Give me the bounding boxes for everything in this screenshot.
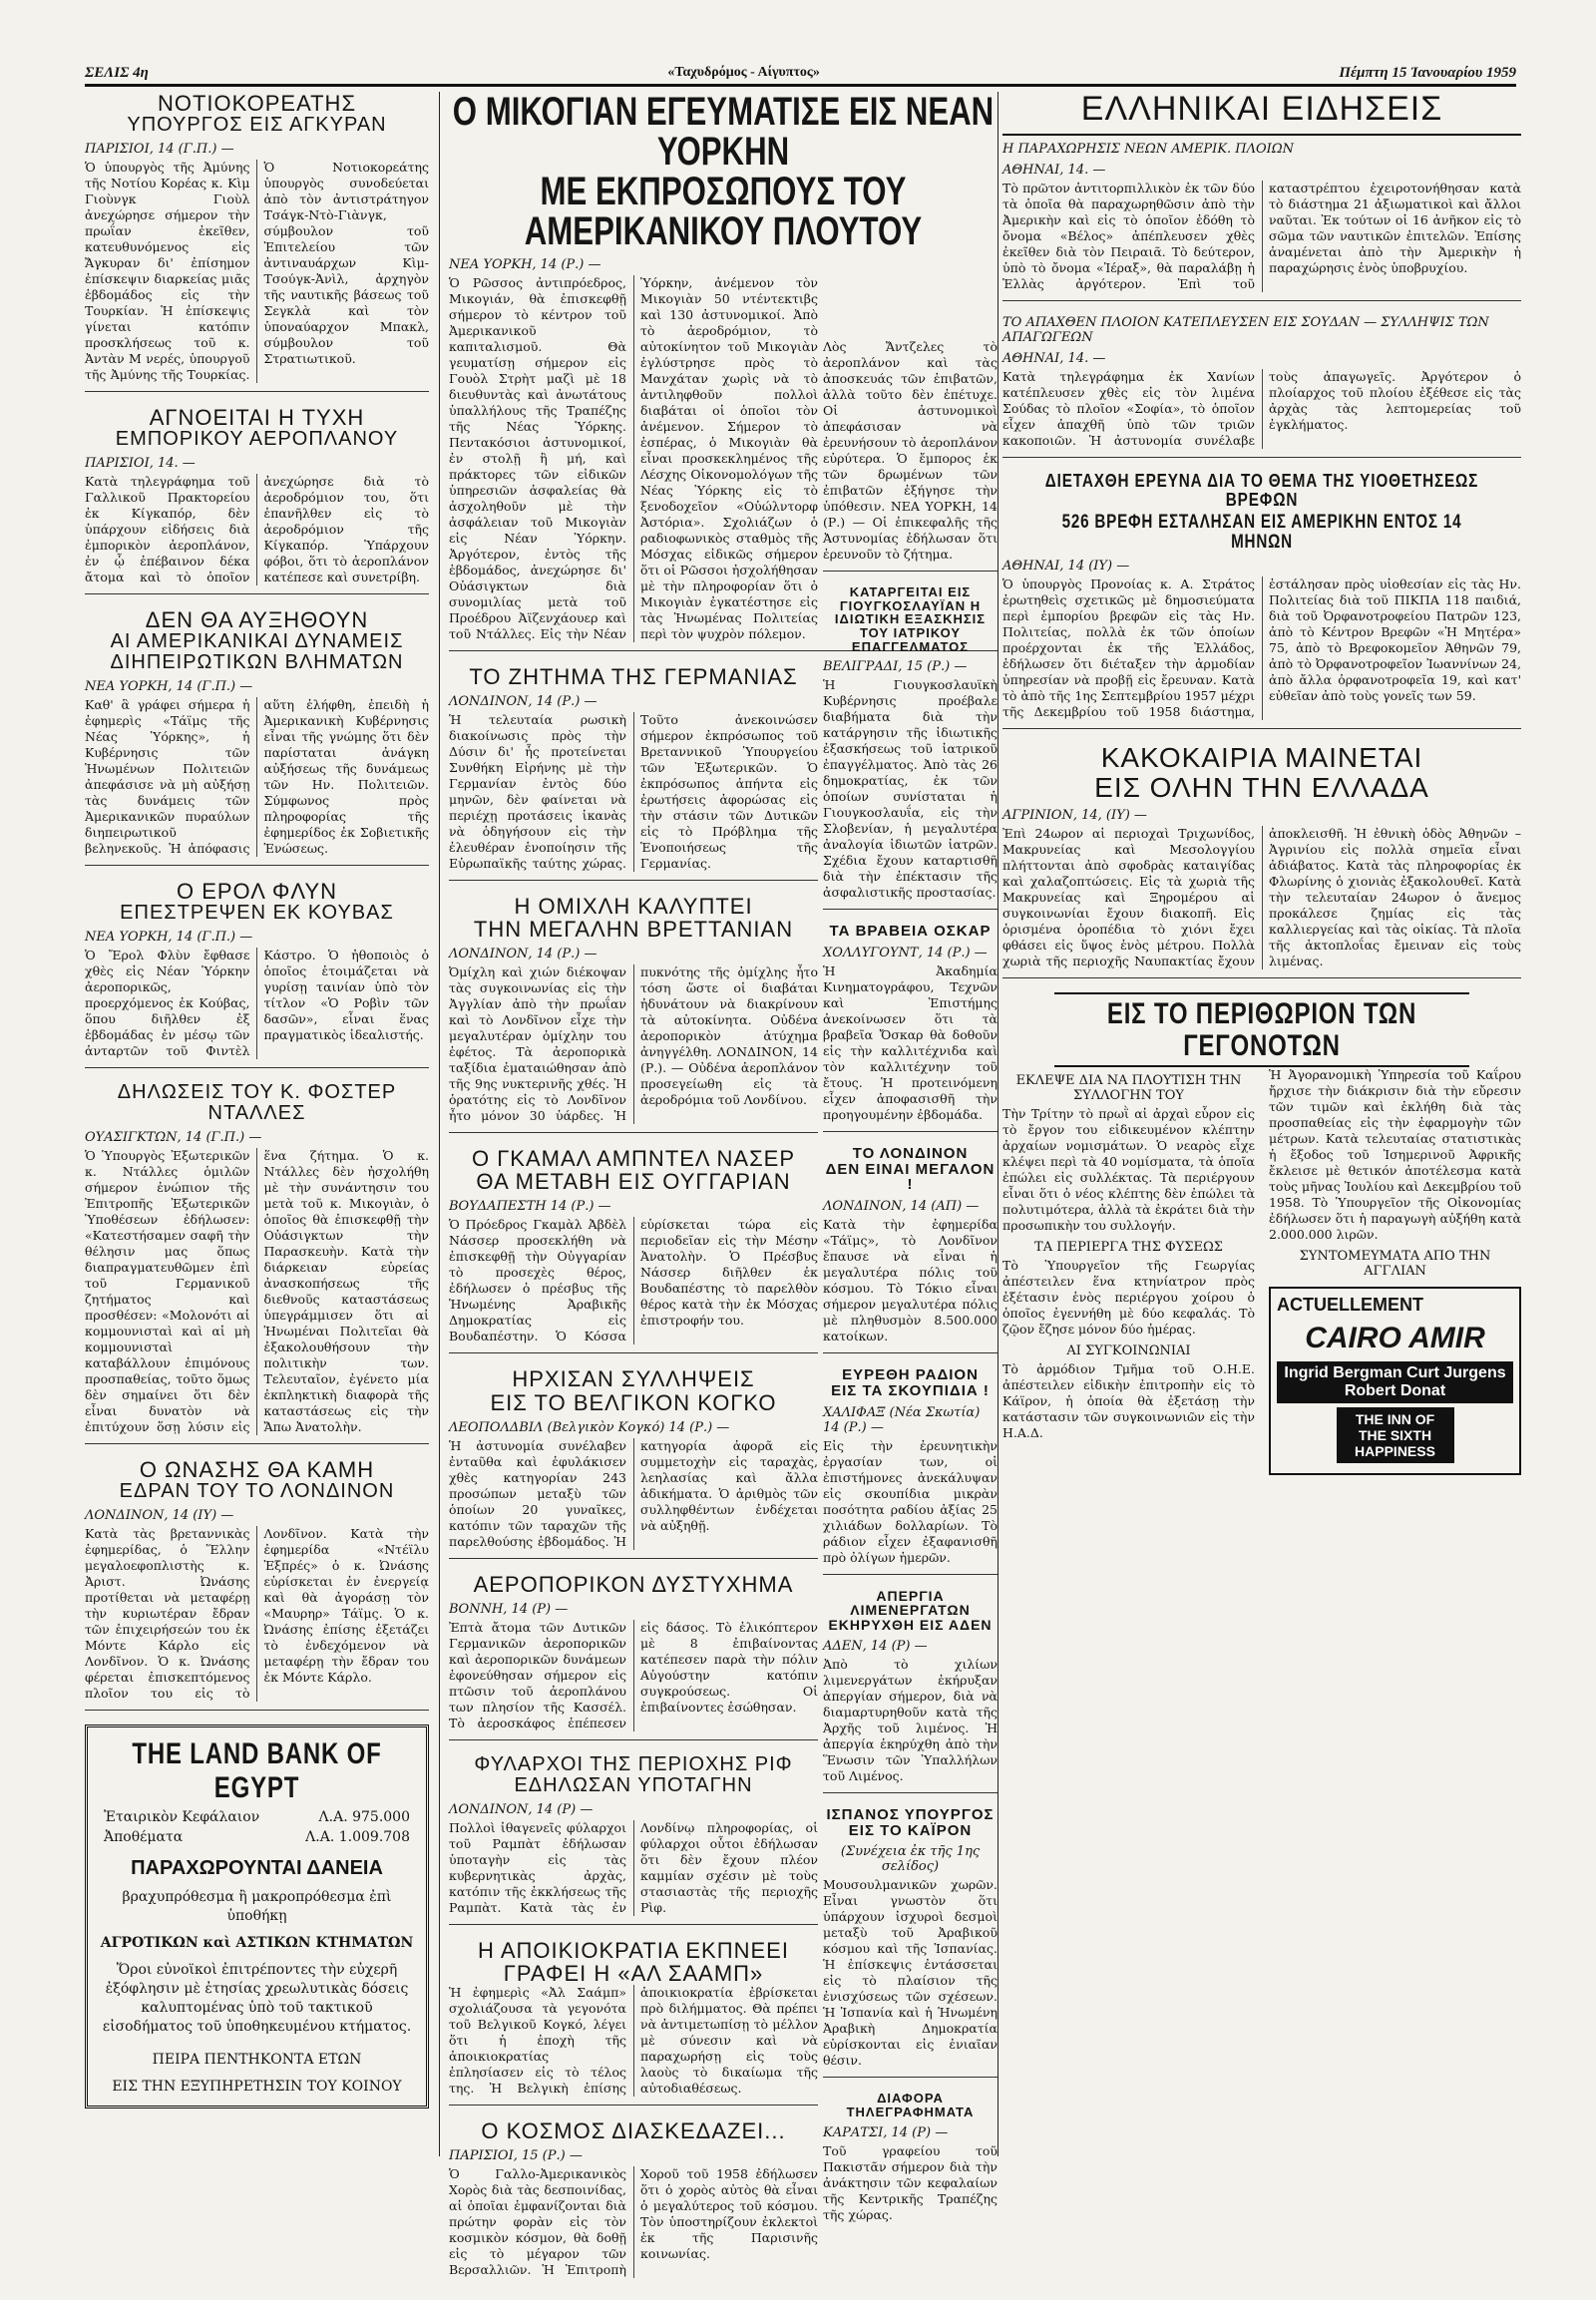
article-body: Ἡ ἐφημερὶς «Ἀλ Σαάμπ» σχολιάζουσα τὰ γεγονότα τοῦ Βελγικοῦ Κογκό, λέγει ὅτι ἡ ἐποχὴ τῆς ἀποικιοκρατίας ἐπλησίασεν εἰς τὸ τέλος της. Ἡ Βελγικὴ ἐπίσης ἀποικιοκρατία ἐβρίσκεται πρὸ διλήμματος. Θὰ πρέπει νὰ ἀντιμετωπίσῃ τὸ μέλλον μὲ σύνεσιν καὶ νὰ παραχωρήσῃ εἰς τοὺς λαοὺς τὸ δικαίωμα τῆς αὐτοδιαθέσεως. (449, 1984, 818, 2096)
column-right (1002, 92, 1521, 1497)
article-onassis (85, 1458, 429, 1711)
article-body: Ἀπὸ τὸ χιλίων λιμενεργάτων ἐκήρυξαν ἀπεργίαν σήμερον, διὰ νὰ διαμαρτυρηθοῦν κατὰ τῆς Ἀρχῆς τοῦ λιμένος. Ἡ ἀπεργία ἐκηρύχθη ἀπὸ τὴν Ἕνωσιν τῶν Ὑπαλλήλων τοῦ Λιμένος. (823, 1656, 998, 1783)
headline: Η ΟΜΙΧΛΗ ΚΑΛΥΠΤΕΙ (514, 894, 753, 920)
article-radium (823, 1367, 998, 1575)
dateline: ΝΕΑ ΥΟΡΚΗ, 14 (Γ.Π.) — (85, 930, 253, 946)
headline: ΑΕΡΟΠΟΡΙΚΟΝ ΔΥΣΤΥΧΗΜΑ (473, 1571, 794, 1597)
margins-columns (1002, 1067, 1521, 1475)
section-title: ΕΛΛΗΝΙΚΑΙ ΕΙΔΗΣΕΙΣ (1002, 92, 1521, 136)
article-body: Κατὰ τηλεγράφημα ἐκ Χανίων κατέπλευσεν χθὲς εἰς τὸν λιμένα Σούδας τὸ πλοῖον «Σοφία», τὸ ὁποῖον εἶχεν ἀπαχθῆ ὑπὸ τῶν τριῶν κακοποιῶν. Ἡ ἀστυνομία συνέλαβε τοὺς ἀπαγωγεῖς. Ἀργότερον ὁ πλοίαρχος τοῦ πλοίου ἐξέθεσε εἰς τὰς ἀρχὰς τὰς λεπτομερείας τοῦ ἐγκλήματος. (1002, 368, 1521, 448)
headline: ΑΙ ΑΜΕΡΙΚΑΝΙΚΑΙ ΔΥΝΑΜΕΙΣ (110, 630, 404, 653)
dateline: ΒΕΛΙΓΡΑΔΙ, 15 (Ρ.) — (823, 659, 968, 675)
headline: ΕΙΣ ΟΛΗΝ ΤΗΝ ΕΛΛΑΔΑ (1094, 771, 1429, 803)
article-nasser (449, 1147, 818, 1353)
headline: ΕΙΣ ΤΟ ΚΑΪΡΟΝ (848, 1821, 973, 1839)
loans-line: ΑΓΡΟΤΙΚΩΝ καὶ ΑΣΤΙΚΩΝ ΚΤΗΜΑΤΩΝ (100, 1935, 414, 1952)
dateline: ΒΟΥΔΑΠΕΣΤΗ 14 (Ρ.) — (449, 1199, 611, 1215)
article-body: Ὁ ὑπουργὸς Προνοίας κ. Α. Στράτος ἐρωτηθεὶς σχετικῶς μὲ δημοσιεύματα περὶ ἐμπορίου βρεφῶν εἰς τὰς Ην. Πολιτείας, πολλὰ ἐκ τῶν ὁποίων προέρχονται ἐκ τῆς Ἑλλάδος, ἐδήλωσεν ὅτι διέταξεν τὴν ἁρμοδίαν ὑπηρεσίαν νὰ προβῇ εἰς ἔρευναν. Κατὰ τὸ ἀπὸ τῆς 1ης Σεπτεμβρίου 1957 μέχρι τῆς Δεκεμβρίου τοῦ 1958 διάστημα, ἐστάλησαν πρὸς υἱοθεσίαν εἰς τὰς Ην. Πολιτείας διὰ τοῦ ΠΙΚΠΑ 118 παιδιά, διὰ τοῦ Ὀρφανοτροφείου Πατρῶν 123, ἀπὸ τὸ Κέντρον Βρεφῶν «Ἡ Μητέρα» 75, ἀπὸ τὸ Βρεφοκομεῖον Ἀθηνῶν 79, ἀπὸ τὸ Ὀρφανοτροφεῖον Ἰωαννίνων 24, ἀπὸ ἄλλα ὀρφανοτροφεῖα 19, καὶ κατ' εὐθεῖαν ἀπὸ τοὺς γονεῖς των 59. (1002, 576, 1521, 720)
headline: ΝΟΤΙΟΚΟΡΕΑΤΗΣ (157, 91, 357, 116)
cinema-logo: CAIRO AMIR (1305, 1322, 1485, 1355)
article-continued (823, 339, 998, 572)
column-rule (439, 92, 440, 2156)
article-body: Ὁ Πρόεδρος Γκαμὰλ Ἀβδὲλ Νάσσερ προσεκλήθη νὰ ἐπισκεφθῇ τὴν Οὐγγαρίαν τὸ προσεχὲς θέρος, ἐδήλωσεν ὁ πρέσβυς τῆς Ἡνωμένης Ἀραβικῆς Δημοκρατίας εἰς Βουδαπέστην. Ὁ Κόσσα εὑρίσκεται τώρα εἰς περιοδεῖαν εἰς τὴν Μέσην Ἀνατολὴν. Ὁ Πρέσβυς Νάσσερ διῆλθεν ἐκ Βουδαπέστης τὸ παρελθὸν θέρος κατὰ τὴν ἐκ Μόσχας ἐπιστροφήν του. (449, 1217, 818, 1344)
article-london-size (823, 1146, 998, 1353)
article-body: Ὁ Ὑπουργὸς Ἐξωτερικῶν κ. Ντάλλες ὁμιλῶν σήμερον ἐνώπιον τῆς Ἐπιτροπῆς Ἐξωτερικῶν Ὑποθέσεων ἐδήλωσεν: «Κατεστήσαμεν σαφῆ τὴν θέλησιν μας ὅπως διαπραγματευθῶμεν ἐπὶ τοῦ Γερμανικοῦ ζητήματος καὶ προσθέσεν: «Μολονότι αἱ κομμουνισταὶ καὶ αἱ μὴ κομμουνισταὶ καταβάλλουν ἐπιμόνους προσπαθείας, τοῦτο ὅμως δὲν σημαίνει ὅτι δὲν εἶναι δυνατὸν νὰ ἐπιτύχουν ὅσῃ λύσιν εἰς ἕνα ζήτημα. Ὁ κ. Ντάλλες δὲν ἠσχολήθη μὲ τὴν συνάντησιν του μετὰ τοῦ κ. Μικογιὰν, ὁ ὁποῖος θὰ ἐπισκεφθῇ τὴν Οὐάσιγκτων τὴν Παρασκευὴν. Κατὰ τὴν διάρκειαν εὐρείας ἀνασκοπήσεως τῆς διεθνοῦς καταστάσεως ὑπεγράμμισεν ὅτι αἱ Ἡνωμέναι Πολιτεῖαι θὰ ἐξακολουθήσουν τὴν πολιτικὴν των. Τελευταῖον, ἐγένετο μία ἐκπληκτικὴ διαφορὰ τῆς καταστάσεως εἰς τὴν Ἄπω Ἀνατολὴν. (85, 1148, 429, 1435)
article-body: Ὁ Ρῶσσος ἀντιπρόεδρος, Μικογιάν, θὰ ἐπισκεφθῇ σήμερον τὸ κέντρον τοῦ Ἀμερικανικοῦ καπιταλισμοῦ. Θὰ γευματίσῃ σήμερον εἰς Γουὸλ Στρὴτ μαζὶ μὲ 18 διευθυντὰς καὶ ἀνωτάτους ὑπαλλήλους τῆς Τραπέζης τῆς Νέας Ὑόρκης. Πεντακόσιοι ἀστυνομικοί, ἐν στολῇ ἢ μή, καὶ πράκτορες τῶν εἰδικῶν ὑπηρεσιῶν ἀσφαλείας θὰ ἀσχοληθοῦν μὲ τὴν ἀσφάλειαν τοῦ Μικογιὰν εἰς Νέαν Ὑόρκην. Ἀργότερον, ἐντὸς τῆς ἑβδομάδος, ἀνεχώρησε δι' Οὐάσιγκτων διὰ συνομιλίας μετὰ τοῦ Προέδρου Ἀϊζενχάουερ καὶ τοῦ Ντάλλες. Εἰς τὴν Νέαν Ὑόρκην, ἀνέμενον τὸν Μικογιὰν 50 ντέντεκτιβς καὶ 130 ἀστυνομικοί. Ἀπὸ τὸ ἀεροδρόμιον, τὸ αὐτοκίνητον τοῦ Μικογιὰν ἐγλύστρησε πρὸς τὸ Μανχάταν χωρὶς νὰ τὸ ἀντιληφθοῦν πολλοὶ διαβάται οἱ ὁποῖοι τὸν ἀνέμενον. Σήμερον τὸ ἑσπέρας, ὁ Μικογιὰν θὰ εἶναι προσκεκλημένος τῆς Λέσχης Οἰκονομολόγων τῆς Νέας Ὑόρκης εἰς τὸ ξενοδοχεῖον «Οὐώλντορφ Ἀστόρια». Σχολιάζων ὁ ραδιοφωνικὸς σταθμὸς τῆς Μόσχας εἰδικῶς σήμερον ὅτι οἱ Ρῶσσοι ἠσχολήθησαν μὲ τὴν πληροφορίαν ὅτι ὁ Μικογιὰν ἐγκατέστησε εἰς τὰς Ἡνωμένας Πολιτείας περὶ τὸν ψυχρὸν πόλεμον. (449, 275, 818, 641)
dateline: ΛΟΝΔΙΝΟΝ, 14 (Ρ.) — (449, 694, 598, 710)
dateline: ΝΕΑ ΥΟΡΚΗ, 14 (Ρ.) — (449, 257, 601, 272)
dateline: ΑΘΗΝΑΙ, 14. — (1002, 350, 1106, 366)
article-telegrams (823, 2092, 998, 2230)
dateline: ΑΓΡΙΝΙΟΝ, 14, (ΙΥ) — (1002, 808, 1147, 824)
article-body: Τὸ πρῶτον ἀντιτορπιλλικὸν ἐκ τῶν δύο τὰ ὁποῖα θὰ παραχωρηθῶσιν ἀπὸ τὴν Ἀμερικὴν καὶ εἰς τὸ ὁποῖον ἐδόθη τὸ ὄνομα «Βέλος» ἀπέπλευσεν χθὲς ἐκεῖθεν διὰ τὸν Πειραιᾶ. Τὸ δεύτερον, ὑπὸ τὸ ὄνομα «Ἰέραξ», θὰ παραλάβῃ ἡ Ἑλλὰς ἀργότερον. Ἐπὶ τοῦ καταστρέπτου ἐχειροτονήθησαν κατὰ τὸ διάστημα 21 ἀξιωματικοὶ καὶ ἄλλοι ναῦται. Ἐκ τούτων οἱ 16 ἀνῆκον εἰς τὸ σῶμα τῶν ναυτικῶν ἐπιτελῶν. Ἐπίσης ἀναμένεται ἀπὸ τὴν Ἀμερικὴν ἡ παραχώρησις ἑνὸς ὑποβρυχίου. (1002, 180, 1521, 291)
headline: ΔΙΕΤΑΧΘΗ ΕΡΕΥΝΑ ΔΙΑ ΤΟ ΘΕΜΑ ΤΗΣ ΥΙΟΘΕΤΗΣΕΩΣ ΒΡΕΦΩΝ (1044, 470, 1479, 510)
film-stars: Ingrid Bergman Curt Jurgens Robert Donat (1277, 1361, 1513, 1403)
headline: ΤΟ ΛΟΝΔΙΝΟΝ (852, 1144, 969, 1162)
article-body: Ὁ ὑπουργὸς τῆς Ἀμύνης τῆς Νοτίου Κορέας κ. Κὶμ Γιοὺνγκ Γιοὺλ ἀνεχώρησε σήμερον τὴν πρωΐαν ἐκεῖθεν, κατευθυνόμενος εἰς Ἄγκυραν δι' ἐπίσημον ἐπίσκεψιν διαρκείας μιᾶς ἑβδομάδος εἰς τὴν Τουρκίαν. Ἡ ἐπίσκεψις γίνεται κατόπιν προσκλήσεως τοῦ κ. Ἀντὰν Μ νερές, ὑπουργοῦ τῆς Ἀμύνης τῆς Τουρκίας. Ὁ Νοτιοκορεάτης ὑπουργὸς συνοδεύεται ἀπὸ τὸν ἀντιστράτηγον Τσάγκ-Ντὸ-Γιὰνγκ, σύμβουλον τοῦ Ἐπιτελείου τῶν ἀντιναυάρχων Κὶμ-Τσούγκ-Ἀνὶλ, ἀρχηγὸν τῆς ναυτικῆς βάσεως τοῦ Σεγκλὰ καὶ τὸν ὑποναύαρχον Μπακλ, σύμβουλον τοῦ Στρατιωτικοῦ. (85, 160, 429, 383)
article-body: Κατὰ τηλεγράφημα τοῦ Γαλλικοῦ Πρακτορείου ἐκ Κίγκαπόρ, δὲν ὑπάρχουν εἰδήσεις διὰ ἐμπορικὸν ἀεροπλάνον, ἐν ᾧ ἐπέβαινον δέκα ἄτομα καὶ τὸ ὁποῖον ἀνεχώρησε διὰ τὸ ἀεροδρόμιον του, ὅτι ἐπανῆλθεν εἰς τὸ ἀεροδρόμιον τῆς Κίγκαπόρ. Ὑπάρχουν φόβοι, ὅτι τὸ ἀεροπλάνον κατέπεσε καὶ συνετρίβη. (85, 474, 429, 585)
dateline: ΠΑΡΙΣΙΟΙ, 15 (Ρ.) — (449, 2148, 583, 2164)
main-headline: Ο ΜΙΚΟΓΙΑΝ ΕΓΕΥΜΑΤΙΣΕ ΕΙΣ ΝΕΑΝ ΥΟΡΚΗΝ (452, 90, 995, 174)
article-air-accident (449, 1573, 818, 1740)
subheadline: ΑΙ ΣΥΓΚΟΙΝΩΝΙΑΙ (1066, 1343, 1191, 1359)
article-hijacked-ship (1002, 315, 1521, 458)
capital-label: Ἐταιρικὸν Κεφάλαιον (104, 1809, 260, 1826)
article-body: Τὸ Ὑπουργεῖον τῆς Γεωργίας ἀπέστειλεν ἕνα κτηνίατρον πρὸς ἐξέτασιν ἑνὸς περιέργου χοίρου ὁ ὁποῖος ἐγεννήθη μὲ δύο κεφαλάς. Τὸ ζῷον ἔζησε μόνον δύο ἡμέρας. (1002, 1258, 1255, 1338)
capital-row (104, 1809, 410, 1825)
dateline: ΛΕΟΠΟΛΔΒΙΛ (Βελγικὸν Κογκό) 14 (Ρ.) — (449, 1419, 730, 1435)
headline: ΕΠΕΣΤΡΕΨΕΝ ΕΚ ΚΟΥΒΑΣ (120, 902, 394, 925)
headline: ΓΡΑΦΕΙ Η «ΑΛ ΣΑΑΜΠ» (503, 1960, 764, 1986)
headline: ΙΣΠΑΝΟΣ ΥΠΟΥΡΓΟΣ (826, 1805, 995, 1823)
article-body: Πολλοὶ ἰθαγενεῖς φύλαρχοι τοῦ Ραμπὰτ ἐδήλωσαν ὑποταγὴν εἰς τὰς κυβερνητικὰς ἀρχὰς, κατόπιν τῆς ἐκκλήσεως τῆς Ραμπὰτ. Κατὰ τὰς ἐν Λονδίνῳ πληροφορίας, οἱ φύλαρχοι οὗτοι ἐδήλωσαν ὅτι δὲν ἔχουν πλέον καμμίαν σχέσιν μὲ τοὺς στασιαστὰς τῆς περιοχῆς Ρὶφ. (449, 1819, 818, 1915)
article-body: Ἐπὶ 24ωρον αἱ περιοχαὶ Τριχωνίδος, Μακρυνείας καὶ Μεσολογγίου πλήττονται ἀπὸ σφοδρὰς καταιγίδας καὶ χαλαζοπτώσεις. Εἰς τὰ χωριὰ τῆς Μακρυνείας καὶ Ξηρομέρου αἱ συγκοινωνίαι ἔχουν διακοπῆ. Εἰς ὁρισμένα ὀροπέδια τὸ χιόνι ἔχει φθάσει εἰς ὕψος ἑνὸς μέτρου. Πολλὰ χωριὰ τῆς περιοχῆς Ναυπακτίας ἔχουν ἀποκλεισθῆ. Ἡ ἐθνικὴ ὁδὸς Ἀθηνῶν – Ἀγρινίου εἰς πολλὰ σημεῖα εἶναι ἀδιάβατος. Κατὰ τὰς πληροφορίας ἐκ Φλωρίνης ὁ χιονιὰς ἐξακολουθεῖ. Κατὰ τὴν τελευταίαν 24ωρον ὁ ἄνεμος προκάλεσε ζημίας εἰς τὰς καλλιεργείας καὶ τὰς οἰκίας. Τὰ πλοῖα τῆς ἀκτοπλοΐας ἔμειναν εἰς τοὺς λιμένας. (1002, 826, 1521, 969)
dateline: ΛΟΝΔΙΝΟΝ, 14 (ΑΠ) — (823, 1199, 980, 1215)
column-left (85, 92, 429, 2108)
article-yugoslavia (823, 585, 998, 910)
capital-value: Λ.Α. 975.000 (318, 1809, 410, 1826)
headline: ΚΑΚΟΚΑΙΡΙΑ ΜΑΙΝΕΤΑΙ (1100, 742, 1423, 774)
headline: Ο ΚΟΣΜΟΣ ΔΙΑΣΚΕΔΑΖΕΙ... (481, 2117, 786, 2143)
headline: Η ΑΠΟΙΚΙΟΚΡΑΤΙΑ ΕΚΠΝΕΕΙ (478, 1937, 789, 1963)
reserve-row (104, 1829, 410, 1845)
article-congo (449, 1367, 818, 1558)
article-body: Ἐπτὰ ἄτομα τῶν Δυτικῶν Γερμανικῶν ἀεροπορικῶν καὶ ἀεροπορικῶν δυνάμεων ἐφονεύθησαν σήμερον εἰς πτῶσιν τοῦ ἀεροπλάνου των πλησίον τῆς Κασσέλ. Τὸ ἀεροσκάφος ἐπέπεσεν εἰς δάσος. Τὸ ἐλικόπτερον μὲ 8 ἐπιβαίνοντας κατέπεσεν παρὰ τὴν πόλιν Αὐγούστην κατόπιν συγκρούσεως. Οἱ ἐπιβαίνοντες ἐσώθησαν. (449, 1619, 818, 1730)
article-body: Ἡ Ἀκαδημία Κινηματογράφου, Τεχνῶν καὶ Ἐπιστήμης ἀνεκοίνωσεν ὅτι τὰ βραβεῖα Ὄσκαρ θὰ δοθοῦν εἰς τὴν καλλιτέχνιδα καὶ τὸν καλλιτέχνην τοῦ ἔτους. Ἡ προτεινόμενη εἶχεν ἀποφασισθῆ τὴν προηγουμένην ἐβδομάδα. (823, 962, 998, 1122)
article-body: Κατὰ τὴν ἐφημερίδα «Τάϊμς», τὸ Λονδῖνον ἔπαυσε νὰ εἶναι ἡ μεγαλυτέρα πόλις τοῦ κόσμου. Τὸ Τόκιο εἶναι σήμερον μεγαλυτέρα πόλις μὲ πληθυσμὸν 8.500.000 κατοίκων. (823, 1217, 998, 1344)
subheadline: ΕΚΛΕΨΕ ΔΙΑ ΝΑ ΠΛΟΥΤΙΣΗ ΤΗΝ ΣΥΛΛΟΓΗΝ ΤΟΥ (1015, 1073, 1242, 1104)
article-us-ships (1002, 142, 1521, 301)
bank-name: THE LAND BANK OF EGYPT (132, 1737, 382, 1805)
article-oscar (823, 924, 998, 1132)
article-body: Τὴν Τρίτην τὸ πρωῒ αἱ ἀρχαὶ εὗρον εἰς τὸ ἔργον του εἰδικευμένον κλέπτην ἀρχαίων νομισμάτων. Ὁ νεαρὸς εἶχε κλέψει περὶ τὰ 40 νομίσματα, τὰ ὁποῖα ἐπώλει εἰς συλλέκτας. Τὰ περιέργουν εἶναι ὅτι ὁ νέος κλέπτης δὲν ἐπώλει τὰ πολυτιμότερα, ἀλλὰ τὰ ἐκράτει διὰ τὴν προσωπικὴν του συλλογήν. (1002, 1106, 1255, 1234)
reserve-label: Ἀποθέματα (104, 1829, 184, 1846)
article-ball (449, 2119, 818, 2286)
headline: ΔΕΝ ΘΑ ΑΥΞΗΘΟΥΝ (145, 607, 369, 633)
column-center-narrow (823, 339, 998, 2245)
loans-title: ΠΑΡΑΧΩΡΟΥΝΤΑΙ ΔΑΝΕΙΑ (131, 1857, 383, 1880)
headline: ΔΕΝ ΕΙΝΑΙ ΜΕΓΑΛΟΝ ! (825, 1160, 996, 1194)
article-colonialism (449, 1939, 818, 2106)
reserve-value: Λ.Α. 1.009.708 (305, 1829, 410, 1846)
headline: ΘΑ ΜΕΤΑΒΗ ΕΙΣ ΟΥΓΓΑΡΙΑΝ (476, 1169, 791, 1195)
article-margins (1002, 992, 1521, 1483)
article-body: Λὸς Ἄντζελες τὸ ἀεροπλάνον καὶ τὰς ἀποσκευάς τῶν ἐπιβατῶν, ἀλλὰ τοῦτο δὲν ἐπέτυχε. Οἱ ἀστυνομικοὶ ἀπεφάσισαν νὰ ἐρευνήσουν τὸ ἀεροπλάνον εὐρύτερα. Ὁ ἔμπορος ἐκ τῶν δρωμένων τῶν ἐπιβατῶν ἐξήγησε τὴν ὑπόθεσιν. ΝΕΑ ΥΟΡΚΗ, 14 (Ρ.) — Οἱ ἐπικεφαλῆς τῆς Ἀστυνομίας ἐδήλωσαν ὅτι ἐρευνοῦν τὸ ζήτημα. (823, 339, 998, 562)
headline: ΤΑ ΒΡΑΒΕΙΑ ΟΣΚΑΡ (829, 923, 992, 941)
headline: ΕΙΣ ΤΑ ΣΚΟΥΠΙΔΙΑ ! (831, 1381, 990, 1399)
article-fog (449, 895, 818, 1133)
headline: Η ΠΑΡΑΧΩΡΗΣΙΣ ΝΕΩΝ ΑΜΕΡΙΚ. ΠΛΟΙΩΝ (1002, 141, 1294, 157)
dateline: ΝΕΑ ΥΟΡΚΗ, 14 (Γ.Π.) — (85, 679, 253, 695)
article-body: Τὸ ἁρμόδιον Τμῆμα τοῦ Ο.Η.Ε. ἀπέστειλεν εἰδικὴν ἐπιτροπὴν εἰς τὸ Κάϊρον, ἡ ὁποία θὰ ἐξετάσῃ τὴν κατάστασιν τῶν συγκοινωνιῶν εἰς τὴν Η.Α.Δ. (1002, 1361, 1255, 1441)
dateline: ΑΘΗΝΑΙ, 14. — (1002, 162, 1106, 178)
main-headline: ΜΕ ΕΚΠΡΟΣΩΠΟΥΣ ΤΟΥ ΑΜΕΡΙΚΑΝΙΚΟΥ ΠΛΟΥΤΟΥ (524, 170, 923, 253)
film-title: THE INN OF THE SIXTH HAPPINESS (1337, 1407, 1454, 1463)
headline: ΕΙΣ ΤΟ ΠΕΡΙΘΩΡΙΟΝ ΤΩΝ ΓΕΓΟΝΟΤΩΝ (1054, 992, 1469, 1067)
dateline: ΛΟΝΔΙΝΟΝ, 14 (ΙΥ) — (85, 1508, 234, 1524)
margins-right (1269, 1067, 1521, 1475)
dateline: ΠΑΡΙΣΙΟΙ, 14. — (85, 456, 196, 472)
headline: ΦΥΛΑΡΧΟΙ ΤΗΣ ΠΕΡΙΟΧΗΣ ΡΙΦ (474, 1752, 793, 1775)
loans-line: βραχυπρόθεσμα ἢ μακροπρόθεσμα ἐπὶ ὑποθήκῃ (122, 1889, 392, 1925)
article-body: Μουσουλμανικῶν χωρῶν. Εἶναι γνωστὸν ὅτι ὑπάρχουν ἰσχυροὶ δεσμοὶ μεταξὺ τοῦ Ἀραβικοῦ κόσμου καὶ τῆς Ἱσπανίας. Ἡ ἐπίσκεψις ἐντάσσεται εἰς τὸ πλαίσιον τῆς ἐνισχύσεως τῶν σχέσεων. Ἡ Ἱσπανία καὶ ἡ Ἡνωμένη Ἀραβικὴ Δημοκρατία εὑρίσκονται εἰς ἐνιαῖαν θέσιν. (823, 1877, 998, 2069)
article-body: Ὁ Ἔρολ Φλὺν ἔφθασε χθὲς εἰς Νέαν Ὑόρκην ἀεροπορικῶς, προερχόμενος ἐκ Κούβας, ὅπου διῆλθεν ἐξ ἑβδομάδας ἐν μέσῳ τῶν ἀνταρτῶν τοῦ Φιντὲλ Κάστρο. Ὁ ἠθοποιὸς ὁ ὁποῖος ἑτοιμάζεται νὰ γυρίσῃ ταινίαν ὑπὸ τὸν τίτλον «Ὁ Ροβὶν τῶν δασῶν», εἶναι ἕνας πραγματικὸς ἰδεαλιστής. (85, 948, 429, 1059)
dateline: ΒΟΝΝΗ, 14 (Ρ) — (449, 1601, 569, 1617)
dateline: ΠΑΡΙΣΙΟΙ, 14 (Γ.Π.) — (85, 142, 234, 158)
article-body: Τοῦ γραφείου τοῦ Πακιστᾶν σήμερον διὰ τὴν ἀνάκτησιν τῶν κεφαλαίων τῆς Κεντρικῆς Τραπέζης τῆς χώρας. (823, 2142, 998, 2222)
article-missiles (85, 608, 429, 866)
headline: ΗΡΧΙΣΑΝ ΣΥΛΛΗΨΕΙΣ (512, 1366, 755, 1392)
dateline: ΑΔΕΝ, 14 (Ρ) — (823, 1638, 928, 1654)
dateline: ΧΑΛΙΦΑΞ (Νέα Σκωτία) 14 (Ρ.) — (823, 1404, 981, 1435)
dateline: ΛΟΝΔΙΝΟΝ, 14 (Ρ.) — (449, 947, 598, 962)
headline: ΕΔΡΑΝ ΤΟΥ ΤΟ ΛΟΝΔΙΝΟΝ (119, 1480, 395, 1503)
headline: Ο ΕΡΟΛ ΦΛΥΝ (176, 879, 338, 905)
headline: ΕΜΠΟΡΙΚΟΥ ΑΕΡΟΠΛΑΝΟΥ (115, 428, 399, 451)
loan-terms: Ὅροι εὐνοϊκοὶ ἐπιτρέποντες τὴν εὐχερῆ ἐξόφλησιν μὲ ἐτησίας χρεωλυτικὰς δόσεις καλυπτομένας ὑπὸ τοῦ τακτικοῦ εἰσοδήματος τοῦ ὑποθηκευμένου κτήματος. (102, 1962, 412, 2035)
article-korea-minister (85, 92, 429, 392)
headline: ΤΟ ΖΗΤΗΜΑ ΤΗΣ ΓΕΡΜΑΝΙΑΣ (469, 664, 798, 689)
headline: ΕΔΗΛΩΣΑΝ ΥΠΟΤΑΓΗΝ (514, 1773, 753, 1796)
article-body: Ὁ Γαλλο-Ἀμερικανικὸς Χορὸς διὰ τὰς δεσποινίδας, αἱ ὁποῖαι ἐμφανίζονται διὰ πρώτην φορὰν εἰς τὸν κοσμικὸν κόσμον, θὰ δοθῇ εἰς τὸ μέγαρον τῶν Βερσαλλιῶν. Ἡ Ἐπιτροπὴ Χοροῦ τοῦ 1958 ἐδήλωσεν ὅτι ὁ χορὸς αὐτὸς θὰ εἶναι ὁ μεγαλύτερος τοῦ κόσμου. Τὸν ὑποστηρίζουν ἐκλεκτοὶ ἐκ τῆς Παρισινῆς κοινωνίας. (449, 2166, 818, 2278)
subheadline: ΣΥΝΤΟΜΕΥΜΑΤΑ ΑΠΟ ΤΗΝ ΑΓΓΛΙΑΝ (1299, 1249, 1491, 1280)
headline: ΤΗΝ ΜΕΓΑΛΗΝ ΒΡΕΤΤΑΝΙΑΝ (473, 917, 794, 943)
article-dulles (85, 1082, 429, 1444)
headline: ΑΓΝΟΕΙΤΑΙ Η ΤΥΧΗ (149, 405, 365, 431)
headline: 526 ΒΡΕΦΗ ΕΣΤΑΛΗΣΑΝ ΕΙΣ ΑΜΕΡΙΚΗΝ ΕΝΤΟΣ 14 ΜΗΝΩΝ (1061, 512, 1462, 554)
ad-footer: ΕΙΣ ΤΗΝ ΕΞΥΠΗΡΕΤΗΣΙΝ ΤΟΥ ΚΟΙΝΟΥ (112, 2078, 402, 2095)
headline: ΚΑΤΑΡΓΕΙΤΑΙ ΕΙΣ ΓΙΟΥΓΚΟΣΛΑΥΪΑΝ Η ΙΔΙΩΤΙΚΗ ΕΞΑΣΚΗΣΙΣ ΤΟΥ ΙΑΤΡΙΚΟΥ ΕΠΑΓΓΕΛΜΑΤΟΣ (834, 584, 987, 654)
article-errol-flynn (85, 880, 429, 1068)
page-label: ΣΕΛΙΣ 4η (85, 64, 149, 81)
masthead (85, 62, 1516, 87)
cinema-label: ACTUELLEMENT (1277, 1295, 1423, 1316)
subheadline: ΤΑ ΠΕΡΙΕΡΓΑ ΤΗΣ ΦΥΣΕΩΣ (1034, 1240, 1223, 1256)
headline: ΑΠΕΡΓΙΑ ΛΙΜΕΝΕΡΓΑΤΩΝ (850, 1587, 971, 1619)
article-body: Εἰς τὴν ἐρευνητικὴν ἐργασίαν των, οἱ ἐπιστήμονες ἀνεκάλυψαν εἰς σκουπίδια μικρὰν ποσότητα ραδίου ἀξίας 25 χιλιάδων δολλαρίων. Τὸ ράδιον εἶχεν ἐξαφανισθῆ πρὸ ὀλίγων ἡμερῶν. (823, 1437, 998, 1565)
bank-advertisement (85, 1725, 429, 2108)
headline: ΥΠΟΥΡΓΟΣ ΕΙΣ ΑΓΚΥΡΑΝ (127, 114, 387, 137)
headline: ΕΥΡΕΘΗ ΡΑΔΙΟΝ (842, 1366, 979, 1384)
article-germany (449, 665, 818, 881)
article-body: Ἡ ἀστυνομία συνέλαβεν ἐνταῦθα καὶ ἐφυλάκισεν χθὲς κατηγορίαν 243 προσώπων μεταξὺ τῶν ὁποίων 20 γυναῖκες, κατόπιν τῶν ταραχῶν τῆς παρελθούσης ἑβδομάδος. Ἡ κατηγορία ἀφορᾶ εἰς συμμετοχὴν εἰς ταραχὰς, λεηλασίας καὶ ἄλλα ἀδικήματα. Ὁ ἀριθμὸς τῶν συλληφθέντων ἐνδέχεται νὰ αὐξηθῇ. (449, 1437, 818, 1549)
dateline: ΑΘΗΝΑΙ, 14 (ΙΥ) — (1002, 559, 1130, 575)
headline: Ο ΓΚΑΜΑΛ ΑΜΠΝΤΕΛ ΝΑΣΕΡ (471, 1146, 796, 1172)
dateline: ΚΑΡΑΤΣΙ, 14 (Ρ) — (823, 2124, 949, 2140)
ad-footer: ΠΕΙΡΑ ΠΕΝΤΗΚΟΝΤΑ ΕΤΩΝ (152, 2051, 362, 2068)
article-body: Ἡ τελευταία ρωσικὴ διακοίνωσις πρὸς τὴν Δύσιν δι' ἧς προτείνεται Συνθήκη Εἰρήνης μὲ τὴν Γερμανίαν ἐντὸς δύο μηνῶν, δὲν φαίνεται νὰ περιέχῃ προτάσεις ἱκανὰς νὰ ὁδηγήσουν εἰς τὴν ἐλευθέραν ἑνοποίησιν τῆς Εὐρωπαϊκῆς ταύτης χώρας. Τοῦτο ἀνεκοινώσεν σήμερον ἐκπρόσωπος τοῦ Βρεταννικοῦ Ὑπουργείου τῶν Ἐξωτερικῶν. Ὁ ἐκπρόσωπος ἀπήντα εἰς ἐρωτήσεις ἀφορώσας εἰς τὴν στάσιν τῶν Δυτικῶν εἰς τὸ Πρόβλημα τῆς Ἑνοποιήσεως τῆς Γερμανίας. (449, 712, 818, 872)
headline: Ο ΩΝΑΣΗΣ ΘΑ ΚΑΜΗ (139, 1457, 375, 1483)
headline: ΔΙΑΦΟΡΑ ΤΗΛΕΓΡΑΦΗΜΑΤΑ (846, 2091, 975, 2119)
article-spanish-minister (823, 1807, 998, 2079)
headline: ΔΗΛΩΣΕΙΣ ΤΟΥ Κ. ΦΟΣΤΕΡ ΝΤΑΛΛΕΣ (117, 1081, 397, 1125)
article-body: Ἡ Γιουγκοσλαυϊκὴ Κυβέρνησις προέβαλε διαβήματα διὰ τὴν κατάργησιν τῆς ἰδιωτικῆς ἐξασκήσεως τοῦ ἰατρικοῦ ἐπαγγέλματος. Ἀπὸ τὰς 26 δημοκρατίας, ἐκ τῶν ὁποίων συνίσταται ἡ Γιουγκοσλαυΐα, εἰς τὴν Σλοβενίαν, ἡ μεγαλυτέρα ἀναλογία ἰδιωτῶν ἰατρῶν. Σχέδια ἔχουν καταρτισθῆ διὰ τὴν ἐπέκτασιν τῆς ἀσφαλιστικῆς προστασίας. (823, 677, 998, 901)
headline: ΔΙΗΠΕΙΡΩΤΙΚΩΝ ΒΛΗΜΑΤΩΝ (110, 651, 404, 674)
cinema-advertisement (1269, 1287, 1521, 1475)
article-body: Καθ' ἃ γράφει σήμερα ἡ ἐφημερὶς «Τάϊμς τῆς Νέας Ὑόρκης», ἡ Κυβέρνησις τῶν Ἡνωμένων Πολιτειῶν ἀπεφάσισε νὰ μὴ αὐξήσῃ τὰς δυνάμεις τῶν Ἀμερικανικῶν πυραύλων διηπειρωτικοῦ βεληνεκοῦς. Ἡ ἀπόφασις αὕτη ἐλήφθη, ἐπειδὴ ἡ Ἀμερικανικὴ Κυβέρνησις εἶναι τῆς γνώμης ὅτι δὲν παρίσταται ἀνάγκη αὐξήσεως τῆς δυνάμεως τῶν Ην. Πολιτειῶν. Σύμφωνος πρὸς πληροφορίας τῆς ἐφημερίδος ἐκ Σοβιετικῆς Ἑνώσεως. (85, 697, 429, 857)
paper-name: «Ταχυδρόμος - Αίγυπτος» (667, 65, 820, 80)
dateline: ΧΟΛΛΥΓΟΥΝΤ, 14 (Ρ.) — (823, 945, 988, 960)
margins-left (1002, 1067, 1255, 1475)
article-rif (449, 1754, 818, 1925)
article-plane-missing (85, 406, 429, 594)
headline: ΤΟ ΑΠΑΧΘΕΝ ΠΛΟΙΟΝ ΚΑΤΕΠΛΕΥΣΕΝ ΕΙΣ ΣΟΥΔΑΝ — ΣΥΛΛΗΨΙΣ ΤΩΝ ΑΠΑΓΩΓΕΩΝ (1002, 314, 1489, 345)
headline: ΕΚΗΡΥΧΘΗ ΕΙΣ ΑΔΕΝ (828, 1617, 993, 1634)
article-bad-weather (1002, 743, 1521, 978)
article-body: Κατὰ τὰς βρεταννικὰς ἐφημερίδας, ὁ Ἕλλην μεγαλοεφοπλιστὴς κ. Ἀριστ. Ὠνάσης προτίθεται νὰ μεταφέρῃ τὴν κυριωτέραν ἔδραν τῶν ἐπιχειρήσεών του ἐκ Μόντε Κάρλο εἰς Λονδῖνον. Ὁ κ. Ὠνάσης φέρεται ἐπισκεπτόμενος πλοῖον του εἰς τὸ Λονδῖνον. Κατὰ τὴν ἐφημερίδα «Ντέϊλυ Ἐξπρές» ὁ κ. Ὠνάσης εὑρίσκεται ἐν ἐνεργείᾳ καὶ θὰ ἀγοράσῃ τὸν «Μαυρηρ» Τάϊμς. Ὁ κ. Ὠνάσης ἐπίσης ἐξετάζει τὸ ἐνδεχόμενον νὰ μεταφέρῃ τὴν ἔδραν του ἐκ Μόντε Κάρλο. (85, 1526, 429, 1702)
issue-date: Πέμπτη 15 Ἰανουαρίου 1959 (1339, 64, 1516, 81)
headline: ΕΙΣ ΤΟ ΒΕΛΓΙΚΟΝ ΚΟΓΚΟ (490, 1389, 777, 1415)
article-body: Ὀμίχλη καὶ χιών διέκοψαν τὰς συγκοινωνίας εἰς τὴν Ἀγγλίαν ἀπὸ τὴν πρωΐαν καὶ τὸ Λονδῖνον εἶχε τὴν μεγαλυτέραν ὁμίχλην του ἐφέτος. Τὰ ἀεροπορικὰ ταξίδια ἐματαιώθησαν ἀπὸ τῆς 9ης νυκτερινῆς χθές. Ἡ ὁρατότης εἰς τὸ Λονδῖνον ἦτο μόνον 30 ὑάρδες. Ἡ πυκνότης τῆς ὀμίχλης ἦτο τόση ὥστε οἱ διαβάται ἠδυνάτουν νὰ διακρίνουν τὰ αὐτοκίνητα. Οὐδένα ἀεροπορικὸν ἀτύχημα ἀνηγγέλθη. ΛΟΝΔΙΝΟΝ, 14 (Ρ.). — Οὐδένα ἀεροπλάνον προσεγείωθη εἰς τὰ ἀεροδρόμια τοῦ Λονδίνου. (449, 964, 818, 1124)
continuation-note: (Συνέχεια ἐκ τῆς 1ης σελίδος) (840, 1844, 981, 1875)
dateline: ΛΟΝΔΙΝΟΝ, 14 (Ρ) — (449, 1801, 594, 1817)
dateline: ΟΥΑΣΙΓΚΤΩΝ, 14 (Γ.Π.) — (85, 1130, 262, 1146)
article-body: Ἡ Ἀγορανομικὴ Ὑπηρεσία τοῦ Καΐρου ἤρχισε τὴν διάκρισιν διὰ τὴν εὔρεσιν τῶν τιμῶν καὶ ἐκλήθη διὰ τὰς προσπαθείας εἰς τὴν ἐφαρμογὴν τῶν μέτρων. Κατὰ τελευταίας στατιστικὰς ἡ ἔξοδος τοῦ Ἰσημερινοῦ Ἀφρικῆς ἔκλεισε μὲ θετικόν ἀποτέλεσμα κατὰ τοὺς μῆνας Ἰουλίου καὶ Δεκεμβρίου τοῦ 1958. Τὸ Ὑπουργεῖον τῆς Οἰκονομίας ἐδήλωσεν ὅτι ἡ παραγωγὴ αὐξήθη κατὰ 2.000.000 λιρῶν. (1269, 1067, 1521, 1243)
article-adoption (1002, 472, 1521, 730)
article-aden-strike (823, 1589, 998, 1793)
